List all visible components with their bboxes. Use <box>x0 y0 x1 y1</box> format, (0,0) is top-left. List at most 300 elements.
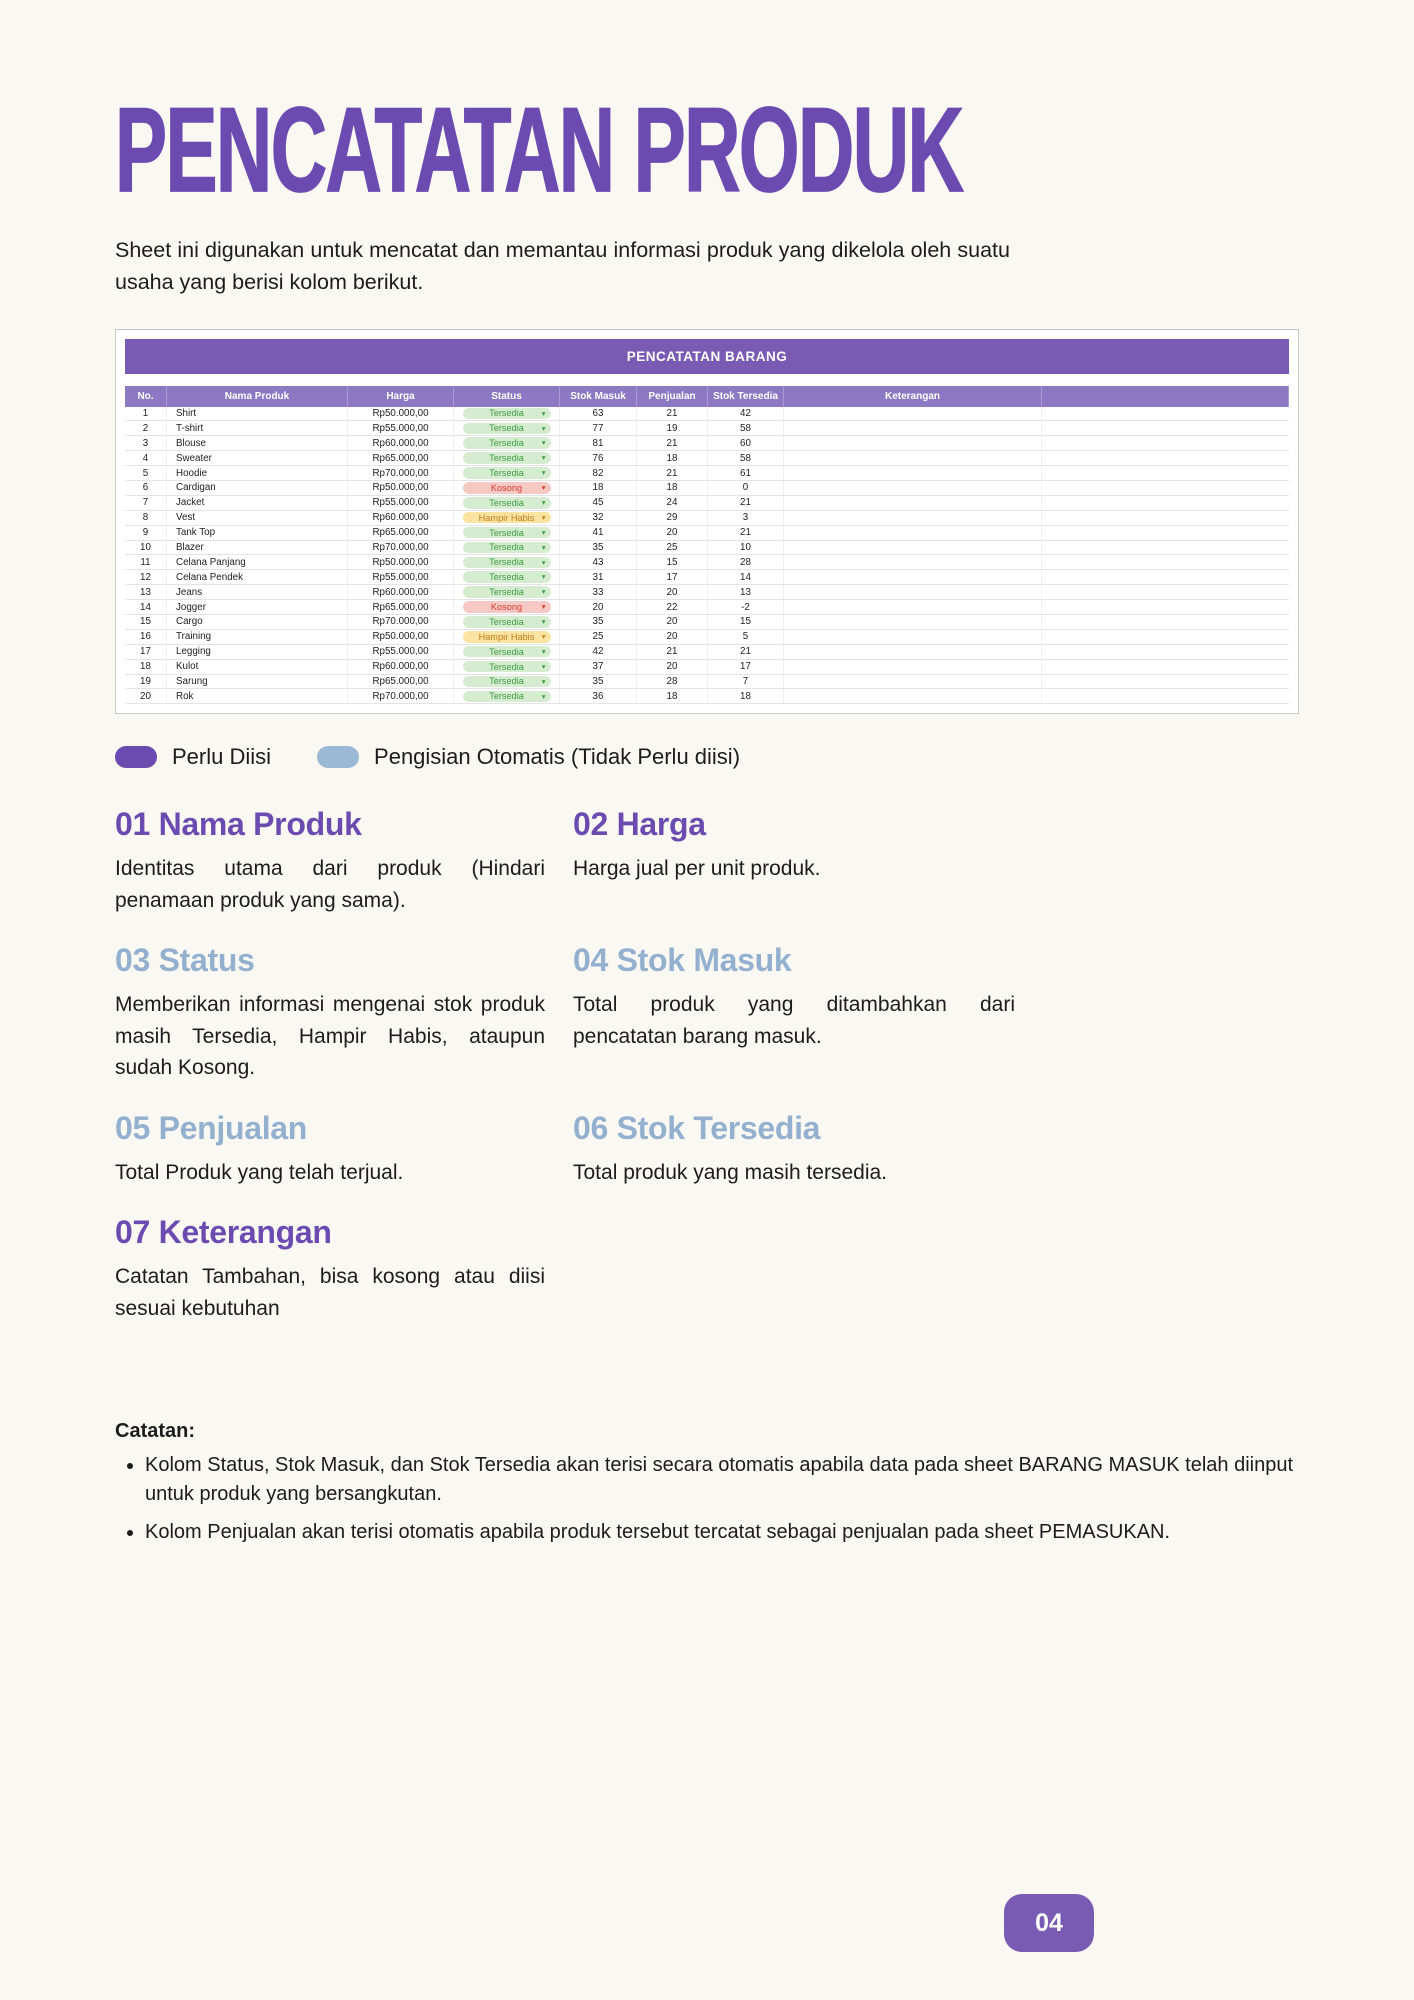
cell-status <box>454 466 560 480</box>
cell-blank <box>1042 675 1289 689</box>
cell-status <box>454 541 560 555</box>
chevron-down-icon: ▾ <box>541 676 546 686</box>
section-heading: 03 Status <box>115 942 255 979</box>
page-number-badge: 04 <box>1004 1894 1094 1952</box>
column-header: Harga <box>348 386 454 407</box>
cell-blank <box>1042 570 1289 584</box>
status-dropdown[interactable] <box>463 423 551 435</box>
cell-stok-masuk: 33 <box>560 585 637 599</box>
cell-harga: Rp55.000,00 <box>348 645 454 659</box>
cell-stok-tersedia: 61 <box>708 466 784 480</box>
cell-blank <box>1042 511 1289 525</box>
cell-penjualan: 20 <box>637 615 708 629</box>
cell-stok-tersedia: 7 <box>708 675 784 689</box>
chevron-down-icon: ▾ <box>541 512 546 522</box>
cell-keterangan <box>784 541 1042 555</box>
cell-penjualan: 21 <box>637 466 708 480</box>
cell-no: 20 <box>125 689 167 703</box>
cell-keterangan <box>784 675 1042 689</box>
cell-no: 7 <box>125 496 167 510</box>
status-label: Tersedia <box>489 438 524 449</box>
cell-status <box>454 615 560 629</box>
notes-label: Catatan: <box>115 1420 196 1443</box>
cell-penjualan: 20 <box>637 526 708 540</box>
cell-keterangan <box>784 555 1042 569</box>
cell-harga: Rp55.000,00 <box>348 496 454 510</box>
cell-status <box>454 645 560 659</box>
section-body: Identitas utama dari produk (Hindari penamaan produk yang sama). <box>115 857 545 912</box>
cell-stok-masuk: 63 <box>560 407 637 421</box>
cell-nama-produk: Tank Top <box>167 526 348 540</box>
table-row <box>125 689 1289 704</box>
status-dropdown[interactable] <box>463 586 551 598</box>
cell-stok-masuk: 18 <box>560 481 637 495</box>
cell-status <box>454 585 560 599</box>
column-descriptions <box>115 806 1299 1324</box>
section-heading: 01 Nama Produk <box>115 806 362 843</box>
cell-stok-masuk: 43 <box>560 555 637 569</box>
status-dropdown[interactable] <box>463 467 551 479</box>
cell-keterangan <box>784 511 1042 525</box>
table-row <box>125 630 1289 645</box>
cell-harga: Rp60.000,00 <box>348 511 454 525</box>
chevron-down-icon: ▾ <box>541 602 546 612</box>
cell-nama-produk: Legging <box>167 645 348 659</box>
cell-stok-masuk: 36 <box>560 689 637 703</box>
table-row <box>125 555 1289 570</box>
cell-status <box>454 511 560 525</box>
cell-no: 1 <box>125 407 167 421</box>
table-row <box>125 436 1289 451</box>
status-label: Tersedia <box>489 557 524 568</box>
status-label: Tersedia <box>489 408 524 419</box>
cell-keterangan <box>784 436 1042 450</box>
chevron-down-icon: ▾ <box>541 632 546 642</box>
status-label: Tersedia <box>489 616 524 627</box>
column-header: Penjualan <box>637 386 708 407</box>
cell-stok-tersedia: 15 <box>708 615 784 629</box>
cell-stok-masuk: 76 <box>560 451 637 465</box>
cell-harga: Rp65.000,00 <box>348 451 454 465</box>
cell-penjualan: 20 <box>637 660 708 674</box>
cell-blank <box>1042 496 1289 510</box>
cell-nama-produk: Kulot <box>167 660 348 674</box>
cell-blank <box>1042 481 1289 495</box>
column-description <box>573 806 1015 885</box>
cell-penjualan: 18 <box>637 481 708 495</box>
table-row <box>125 615 1289 630</box>
cell-penjualan: 15 <box>637 555 708 569</box>
cell-nama-produk: Jeans <box>167 585 348 599</box>
chevron-down-icon: ▾ <box>541 617 546 627</box>
cell-stok-masuk: 20 <box>560 600 637 614</box>
chevron-down-icon: ▾ <box>541 691 546 701</box>
cell-keterangan <box>784 481 1042 495</box>
cell-penjualan: 25 <box>637 541 708 555</box>
cell-stok-masuk: 37 <box>560 660 637 674</box>
section-body: Total produk yang ditambahkan dari pencatatan barang masuk. <box>573 993 1015 1048</box>
cell-stok-masuk: 41 <box>560 526 637 540</box>
cell-penjualan: 24 <box>637 496 708 510</box>
cell-harga: Rp60.000,00 <box>348 436 454 450</box>
chevron-down-icon: ▾ <box>541 587 546 597</box>
cell-blank <box>1042 555 1289 569</box>
table-row <box>125 570 1289 585</box>
status-dropdown[interactable] <box>463 661 551 673</box>
cell-blank <box>1042 451 1289 465</box>
table-row <box>125 421 1289 436</box>
cell-no: 5 <box>125 466 167 480</box>
cell-no: 9 <box>125 526 167 540</box>
cell-status <box>454 451 560 465</box>
section-heading: 05 Penjualan <box>115 1109 308 1146</box>
cell-keterangan <box>784 407 1042 421</box>
column-description <box>115 1214 545 1324</box>
section-body: Harga jual per unit produk. <box>573 857 821 881</box>
cell-harga: Rp70.000,00 <box>348 541 454 555</box>
header <box>115 83 1299 299</box>
cell-harga: Rp65.000,00 <box>348 600 454 614</box>
status-label: Kosong <box>490 602 523 613</box>
note-item: • Kolom Status, Stok Masuk, dan Stok Tersedia akan terisi secara otomatis apabila data pada sheet BARANG MASUK telah diinput untuk produk yang bersangkutan. <box>145 1451 1299 1508</box>
column-description <box>115 806 545 916</box>
cell-harga: Rp65.000,00 <box>348 675 454 689</box>
cell-harga: Rp55.000,00 <box>348 421 454 435</box>
cell-stok-masuk: 25 <box>560 630 637 644</box>
cell-keterangan <box>784 600 1042 614</box>
status-dropdown[interactable] <box>463 691 551 703</box>
cell-keterangan <box>784 615 1042 629</box>
cell-penjualan: 21 <box>637 436 708 450</box>
cell-nama-produk: Training <box>167 630 348 644</box>
cell-nama-produk: Cargo <box>167 615 348 629</box>
legend-label: Pengisian Otomatis (Tidak Perlu diisi) <box>374 744 741 770</box>
section-heading: 07 Keterangan <box>115 1214 332 1251</box>
legend <box>115 744 1299 770</box>
table-row <box>125 675 1289 690</box>
cell-status <box>454 600 560 614</box>
cell-penjualan: 22 <box>637 600 708 614</box>
cell-stok-masuk: 35 <box>560 615 637 629</box>
status-dropdown[interactable] <box>463 482 551 494</box>
status-dropdown[interactable] <box>463 631 551 643</box>
cell-stok-tersedia: 14 <box>708 570 784 584</box>
chevron-down-icon: ▾ <box>541 572 546 582</box>
cell-status <box>454 570 560 584</box>
cell-nama-produk: Cardigan <box>167 481 348 495</box>
cell-keterangan <box>784 421 1042 435</box>
cell-stok-tersedia: 58 <box>708 421 784 435</box>
cell-no: 2 <box>125 421 167 435</box>
cell-stok-masuk: 35 <box>560 675 637 689</box>
chevron-down-icon: ▾ <box>541 408 546 418</box>
cell-status <box>454 526 560 540</box>
chevron-down-icon: ▾ <box>541 498 546 508</box>
cell-blank <box>1042 689 1289 703</box>
cell-stok-tersedia: 42 <box>708 407 784 421</box>
status-label: Tersedia <box>489 423 524 434</box>
status-dropdown[interactable] <box>463 616 551 628</box>
table-row <box>125 660 1289 675</box>
cell-status <box>454 481 560 495</box>
cell-stok-masuk: 42 <box>560 645 637 659</box>
cell-no: 13 <box>125 585 167 599</box>
cell-nama-produk: Jogger <box>167 600 348 614</box>
cell-nama-produk: Jacket <box>167 496 348 510</box>
page-title <box>115 83 1299 218</box>
chevron-down-icon: ▾ <box>541 646 546 656</box>
column-header: Nama Produk <box>167 386 348 407</box>
cell-penjualan: 17 <box>637 570 708 584</box>
cell-stok-tersedia: 17 <box>708 660 784 674</box>
cell-stok-tersedia: 58 <box>708 451 784 465</box>
table-row <box>125 511 1289 526</box>
intro-paragraph: Sheet ini digunakan untuk mencatat dan memantau informasi produk yang dikelola oleh suatu usaha yang berisi kolom berikut. <box>115 238 1010 295</box>
chevron-down-icon: ▾ <box>541 661 546 671</box>
section-body: Total produk yang masih tersedia. <box>573 1160 888 1184</box>
status-dropdown[interactable] <box>463 408 551 420</box>
column-header: Status <box>454 386 560 407</box>
cell-no: 14 <box>125 600 167 614</box>
cell-no: 8 <box>125 511 167 525</box>
section-body: Catatan Tambahan, bisa kosong atau diisi sesuai kebutuhan <box>115 1265 545 1320</box>
cell-nama-produk: Celana Panjang <box>167 555 348 569</box>
status-label: Tersedia <box>489 646 524 657</box>
cell-nama-produk: Sweater <box>167 451 348 465</box>
status-label: Tersedia <box>489 542 524 553</box>
cell-stok-masuk: 31 <box>560 570 637 584</box>
cell-status <box>454 555 560 569</box>
page-title-text: PENCATATAN PRODUK <box>115 83 963 218</box>
column-description <box>573 942 1015 1052</box>
table-row <box>125 451 1289 466</box>
cell-keterangan <box>784 526 1042 540</box>
status-dropdown[interactable] <box>463 437 551 449</box>
cell-status <box>454 407 560 421</box>
status-label: Tersedia <box>489 527 524 538</box>
cell-status <box>454 675 560 689</box>
cell-harga: Rp55.000,00 <box>348 570 454 584</box>
cell-nama-produk: Blazer <box>167 541 348 555</box>
table-body <box>125 407 1289 705</box>
cell-no: 16 <box>125 630 167 644</box>
status-dropdown[interactable] <box>463 601 551 613</box>
cell-no: 19 <box>125 675 167 689</box>
cell-no: 18 <box>125 660 167 674</box>
status-label: Tersedia <box>489 691 524 702</box>
notes-list <box>115 1451 1299 1546</box>
chevron-down-icon: ▾ <box>541 542 546 552</box>
status-label: Kosong <box>490 482 523 493</box>
column-description <box>115 942 545 1084</box>
cell-blank <box>1042 466 1289 480</box>
cell-blank <box>1042 421 1289 435</box>
status-dropdown[interactable] <box>463 676 551 688</box>
cell-keterangan <box>784 496 1042 510</box>
cell-no: 3 <box>125 436 167 450</box>
cell-no: 17 <box>125 645 167 659</box>
cell-no: 4 <box>125 451 167 465</box>
status-dropdown[interactable] <box>463 646 551 658</box>
cell-harga: Rp60.000,00 <box>348 585 454 599</box>
cell-penjualan: 21 <box>637 645 708 659</box>
cell-status <box>454 689 560 703</box>
status-label: Tersedia <box>489 661 524 672</box>
chevron-down-icon: ▾ <box>541 438 546 448</box>
notes <box>115 1420 1299 1546</box>
cell-status <box>454 660 560 674</box>
cell-keterangan <box>784 570 1042 584</box>
column-header: Keterangan <box>784 386 1042 407</box>
cell-penjualan: 28 <box>637 675 708 689</box>
column-description <box>573 1110 1015 1189</box>
cell-penjualan: 18 <box>637 689 708 703</box>
cell-keterangan <box>784 466 1042 480</box>
column-header: Stok Masuk <box>560 386 637 407</box>
cell-blank <box>1042 615 1289 629</box>
status-label: Tersedia <box>489 453 524 464</box>
cell-harga: Rp70.000,00 <box>348 615 454 629</box>
section-heading: 04 Stok Masuk <box>573 942 792 979</box>
cell-status <box>454 630 560 644</box>
cell-nama-produk: Hoodie <box>167 466 348 480</box>
cell-nama-produk: Sarung <box>167 675 348 689</box>
chevron-down-icon: ▾ <box>541 527 546 537</box>
chevron-down-icon: ▾ <box>541 483 546 493</box>
cell-stok-tersedia: 0 <box>708 481 784 495</box>
table-row <box>125 466 1289 481</box>
cell-stok-tersedia: 21 <box>708 496 784 510</box>
cell-stok-masuk: 45 <box>560 496 637 510</box>
status-dropdown[interactable] <box>463 557 551 569</box>
cell-nama-produk: Shirt <box>167 407 348 421</box>
cell-stok-tersedia: 18 <box>708 689 784 703</box>
chevron-down-icon: ▾ <box>541 468 546 478</box>
table-header-row <box>125 386 1289 407</box>
cell-harga: Rp70.000,00 <box>348 689 454 703</box>
sheet-title-bar: PENCATATAN BARANG <box>125 339 1289 374</box>
table-row <box>125 645 1289 660</box>
cell-status <box>454 496 560 510</box>
column-description <box>115 1110 545 1189</box>
cell-stok-masuk: 77 <box>560 421 637 435</box>
section-heading: 02 Harga <box>573 806 706 843</box>
cell-status <box>454 421 560 435</box>
cell-harga: Rp50.000,00 <box>348 630 454 644</box>
cell-stok-tersedia: 21 <box>708 526 784 540</box>
status-label: Hampir Habis <box>478 512 535 523</box>
cell-penjualan: 19 <box>637 421 708 435</box>
table-row <box>125 600 1289 615</box>
cell-harga: Rp50.000,00 <box>348 555 454 569</box>
status-label: Tersedia <box>489 468 524 478</box>
cell-penjualan: 18 <box>637 451 708 465</box>
cell-stok-tersedia: 10 <box>708 541 784 555</box>
cell-blank <box>1042 541 1289 555</box>
note-item: • Kolom Penjualan akan terisi otomatis apabila produk tersebut tercatat sebagai penjualan pada sheet PEMASUKAN. <box>145 1518 1299 1546</box>
cell-no: 11 <box>125 555 167 569</box>
cell-nama-produk: T-shirt <box>167 421 348 435</box>
status-dropdown[interactable] <box>463 452 551 464</box>
cell-keterangan <box>784 645 1042 659</box>
cell-stok-masuk: 81 <box>560 436 637 450</box>
cell-harga: Rp50.000,00 <box>348 481 454 495</box>
cell-no: 15 <box>125 615 167 629</box>
cell-penjualan: 21 <box>637 407 708 421</box>
cell-harga: Rp60.000,00 <box>348 660 454 674</box>
cell-stok-tersedia: 28 <box>708 555 784 569</box>
chevron-down-icon: ▾ <box>541 453 546 463</box>
legend-item <box>317 744 740 770</box>
cell-keterangan <box>784 660 1042 674</box>
column-header-blank <box>1042 386 1289 407</box>
status-dropdown[interactable] <box>463 527 551 539</box>
status-dropdown[interactable] <box>463 512 551 524</box>
cell-status <box>454 436 560 450</box>
cell-blank <box>1042 660 1289 674</box>
legend-item <box>115 744 271 770</box>
status-label: Tersedia <box>489 572 524 583</box>
cell-stok-masuk: 32 <box>560 511 637 525</box>
status-label: Tersedia <box>489 676 524 687</box>
cell-stok-tersedia: 60 <box>708 436 784 450</box>
status-label: Tersedia <box>489 497 524 508</box>
column-header: Stok Tersedia <box>708 386 784 407</box>
cell-nama-produk: Celana Pendek <box>167 570 348 584</box>
section-heading: 06 Stok Tersedia <box>573 1109 821 1146</box>
cell-stok-tersedia: 21 <box>708 645 784 659</box>
cell-nama-produk: Rok <box>167 689 348 703</box>
status-dropdown[interactable] <box>463 571 551 583</box>
table-row <box>125 585 1289 600</box>
cell-stok-tersedia: 3 <box>708 511 784 525</box>
cell-keterangan <box>784 585 1042 599</box>
cell-harga: Rp50.000,00 <box>348 407 454 421</box>
cell-blank <box>1042 436 1289 450</box>
cell-harga: Rp65.000,00 <box>348 526 454 540</box>
status-label: Hampir Habis <box>478 631 535 642</box>
table-row <box>125 407 1289 422</box>
cell-keterangan <box>784 451 1042 465</box>
legend-swatch <box>115 746 157 768</box>
chevron-down-icon: ▾ <box>541 423 546 433</box>
status-dropdown[interactable] <box>463 497 551 509</box>
status-dropdown[interactable] <box>463 542 551 554</box>
cell-penjualan: 29 <box>637 511 708 525</box>
cell-stok-masuk: 35 <box>560 541 637 555</box>
cell-blank <box>1042 645 1289 659</box>
table-row <box>125 496 1289 511</box>
table-row <box>125 526 1289 541</box>
cell-nama-produk: Blouse <box>167 436 348 450</box>
cell-penjualan: 20 <box>637 630 708 644</box>
cell-blank <box>1042 526 1289 540</box>
cell-no: 6 <box>125 481 167 495</box>
cell-stok-masuk: 82 <box>560 466 637 480</box>
cell-blank <box>1042 600 1289 614</box>
section-body: Total Produk yang telah terjual. <box>115 1160 404 1184</box>
cell-stok-tersedia: 5 <box>708 630 784 644</box>
status-label: Tersedia <box>489 587 524 598</box>
column-header: No. <box>125 386 167 407</box>
legend-label: Perlu Diisi <box>172 744 272 770</box>
table-row <box>125 481 1289 496</box>
cell-keterangan <box>784 689 1042 703</box>
cell-no: 12 <box>125 570 167 584</box>
cell-nama-produk: Vest <box>167 511 348 525</box>
spreadsheet-screenshot <box>115 329 1299 715</box>
cell-blank <box>1042 407 1289 421</box>
